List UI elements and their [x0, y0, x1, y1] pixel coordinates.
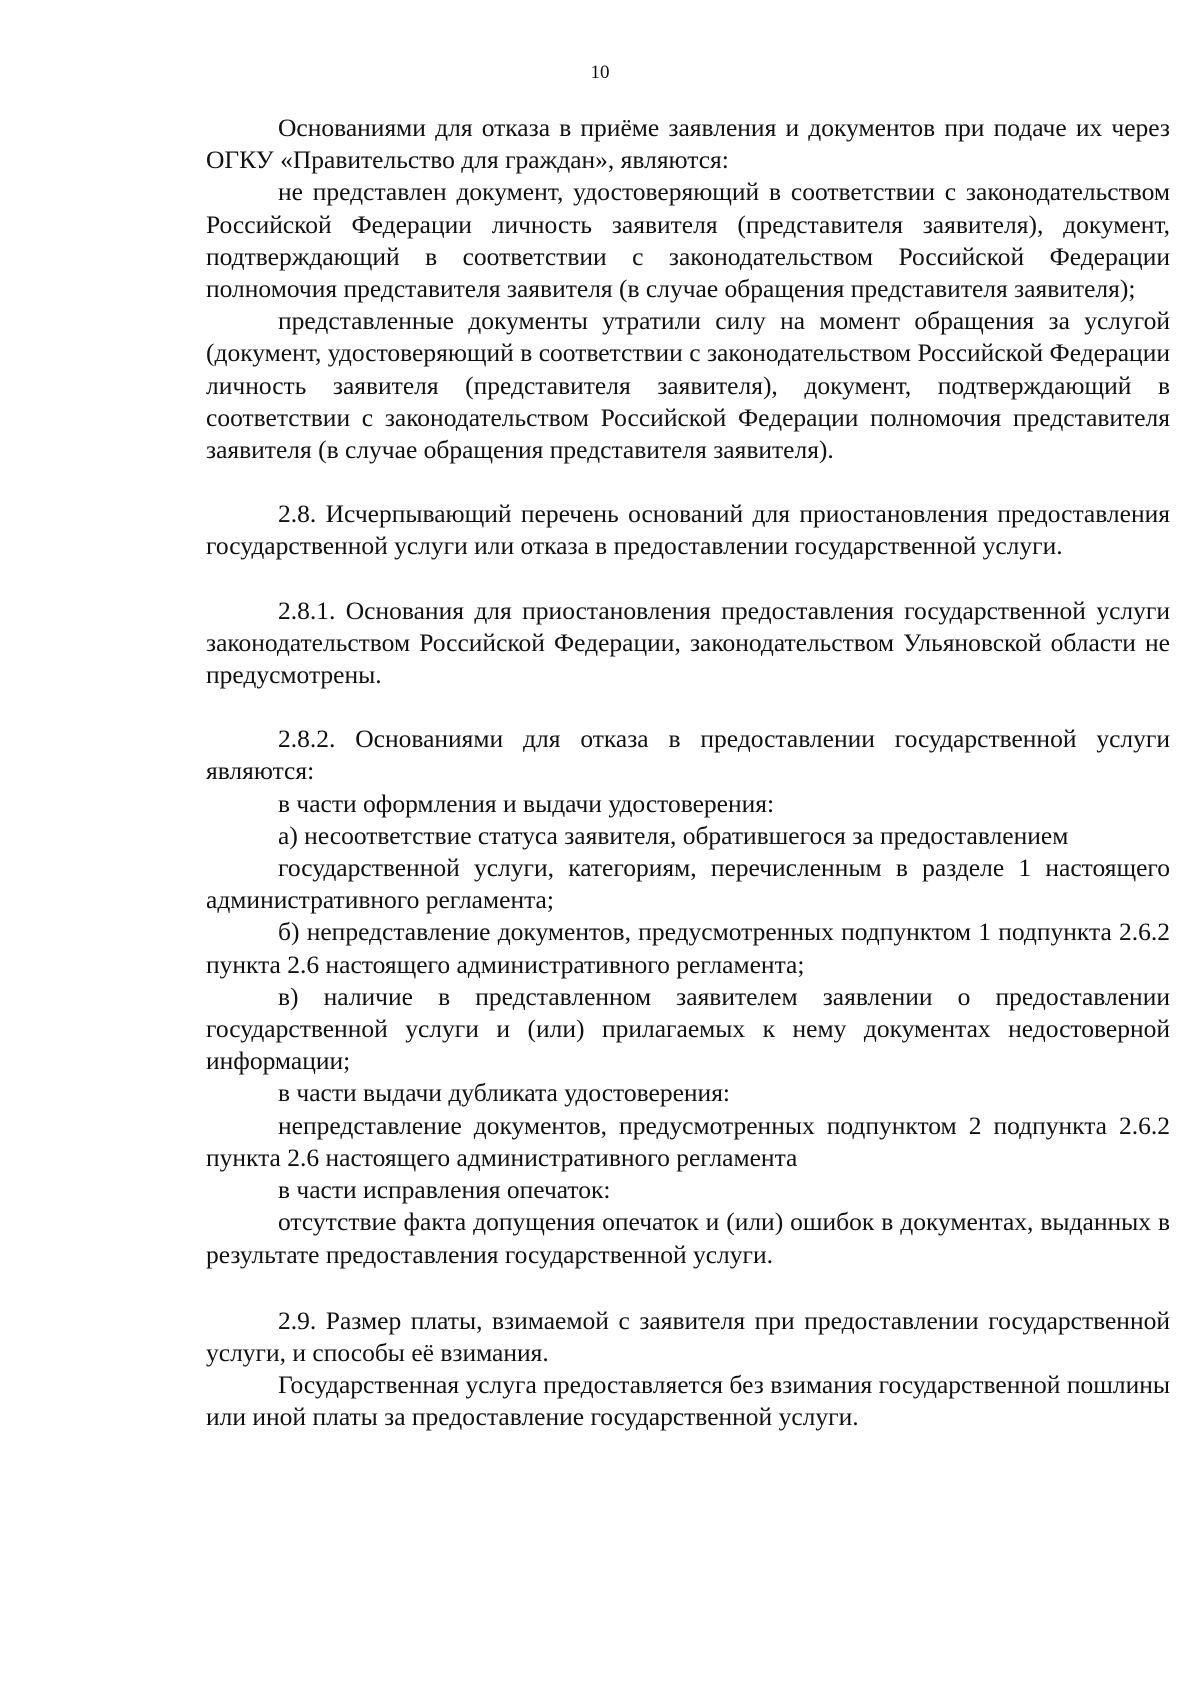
paragraph-refusal-grounds-intro: Основаниями для отказа в приёме заявления и документов при подаче их через ОГКУ «Правительство для граждан», являются:: [206, 113, 1170, 175]
paragraph-typo-grounds: отсутствие факта допущения опечаток и (или) ошибок в документах, выданных в результате предоставления государственной услуги.: [206, 1207, 1170, 1269]
paragraph-expired-documents: представленные документы утратили силу на момент обращения за услугой (документ, удостоверяющий в соответствии с законодательством Российской Федерации личность заявителя (представителя заявителя), документ, подтверждающий в соответствии с законодательством Российской Федерации полномочия представителя заявителя (в случае обращения представителя заявителя).: [206, 306, 1170, 465]
paragraph-item-a-continued: государственной услуги, категориям, перечисленным в разделе 1 настоящего административного регламента;: [206, 853, 1170, 915]
paragraph-typo-correction-part: в части исправления опечаток:: [278, 1175, 611, 1205]
paragraph-duplicate-grounds: непредставление документов, предусмотренных подпунктом 2 подпункта 2.6.2 пункта 2.6 настоящего административного регламента: [206, 1110, 1170, 1172]
paragraph-item-b: б) непредставление документов, предусмотренных подпунктом 1 подпункта 2.6.2 пункта 2.6 настоящего административного регламента;: [206, 917, 1170, 979]
paragraph-item-v: в) наличие в представленном заявителем заявлении о предоставлении государственной услуги и (или) прилагаемых к нему документах недостоверной информации;: [206, 981, 1170, 1076]
paragraph-2-8-1: 2.8.1. Основания для приостановления предоставления государственной услуги законодательством Российской Федерации, законодательством Ульяновской области не предусмотрены.: [206, 595, 1170, 690]
paragraph-certificate-issuance-part: в части оформления и выдачи удостоверения:: [278, 788, 775, 818]
paragraph-free-of-charge: Государственная услуга предоставляется без взимания государственной пошлины или иной платы за предоставление государственной услуги.: [206, 1370, 1170, 1432]
paragraph-no-identity-document: не представлен документ, удостоверяющий в соответствии с законодательством Российской Федерации личность заявителя (представителя заявителя), документ, подтверждающий в соответствии с законодательством Российской Федерации полномочия представителя заявителя (в случае обращения представителя заявителя);: [206, 177, 1170, 304]
page-number: 10: [590, 62, 610, 83]
section-heading-2-9: 2.9. Размер платы, взимаемой с заявителя при предоставлении государственной услуги, и способы её взимания.: [206, 1305, 1170, 1367]
paragraph-item-a: а) несоответствие статуса заявителя, обратившегося за предоставлением: [278, 820, 1069, 850]
paragraph-2-8-2: 2.8.2. Основаниями для отказа в предоставлении государственной услуги являются:: [206, 724, 1170, 786]
paragraph-duplicate-part: в части выдачи дубликата удостоверения:: [278, 1078, 731, 1108]
section-heading-2-8: 2.8. Исчерпывающий перечень оснований для приостановления предоставления государственной услуги или отказа в предоставлении государственной услуги.: [206, 499, 1170, 561]
document-body: [206, 112, 1170, 1434]
